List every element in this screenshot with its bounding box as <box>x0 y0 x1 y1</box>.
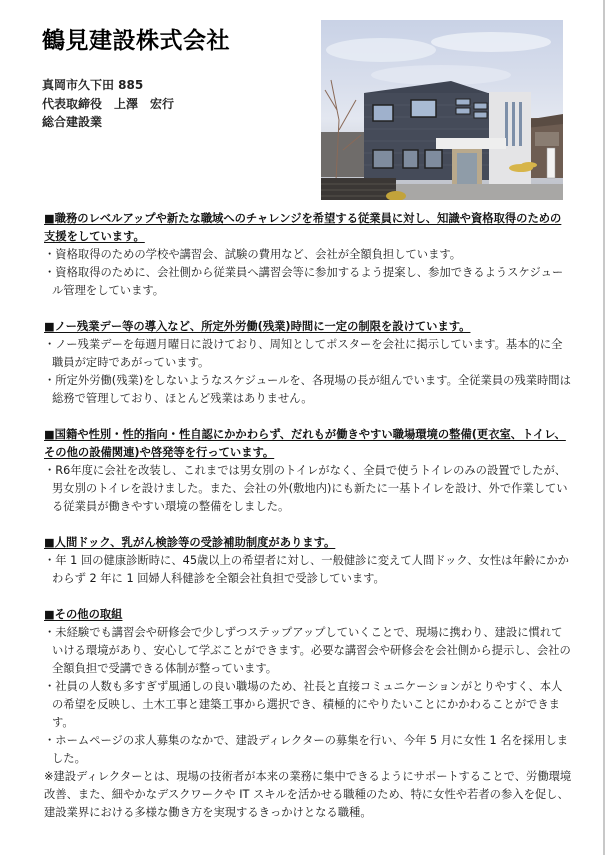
section-heading: ■その他の取組 <box>44 608 123 621</box>
company-business-type: 総合建設業 <box>42 115 103 129</box>
section-skill-support <box>44 210 572 300</box>
list-item: ・ノー残業デーを毎週月曜日に設けており、周知としてポスターを会社に掲示しています。基本的に全職員が定時であがっています。 <box>44 338 563 369</box>
page-edge-rule <box>603 0 605 855</box>
list-item: ・R6年度に会社を改装し、これまでは男女別のトイレがなく、全員で使うトイレのみの設置でしたが、男女別のトイレを設けました。また、会社の外(敷地内)にも新たに一基トイレを設け、外で作業している従業員が働きやすい環境の整備をしました。 <box>44 464 568 513</box>
section-other-initiatives <box>44 606 572 822</box>
company-name: 鶴見建設株式会社 <box>42 28 230 54</box>
section-heading: ■人間ドック、乳がん検診等の受診補助制度があります。 <box>44 536 336 549</box>
list-item: ・資格取得のために、会社側から従業員へ講習会等に参加するよう提案し、参加できるようスケジュール管理をしています。 <box>44 266 564 297</box>
document-body <box>44 210 572 840</box>
company-info <box>42 76 174 132</box>
list-item: ・年 1 回の健康診断時に、45歳以上の希望者に対し、一般健診に変えて人間ドック、女性は年齢にかかわらず 2 年に 1 回婦人科健診を全額会社負担で受診しています。 <box>44 554 569 585</box>
list-item: ・社員の人数も多すぎず風通しの良い職場のため、社長と直接コミュニケーションがとりやすく、本人の希望を反映し、土木工事と建築工事から選択でき、積極的にやりたいことにかかわることができます。 <box>44 680 563 729</box>
company-address: 真岡市久下田 885 <box>42 78 144 92</box>
section-heading: ■職務のレベルアップや新たな職域へのチャレンジを希望する従業員に対し、知識や資格取得のための支援をしています。 <box>44 212 562 243</box>
list-item: ・未経験でも講習会や研修会で少しずつステップアップしていくことで、現場に携わり、建設に慣れていける環境があり、安心して学ぶことができます。必要な講習会や研修会を会社側から提示し、会社の全額負担で受講できる体制が整っています。 <box>44 626 571 675</box>
list-item: ・ホームページの求人募集のなかで、建設ディレクターの募集を行い、今年 5 月に女性 1 名を採用しました。 <box>44 734 568 765</box>
section-overtime-limits <box>44 318 572 408</box>
company-representative: 代表取締役 上澤 宏行 <box>42 96 175 111</box>
section-inclusive-workplace <box>44 426 572 516</box>
footnote: ※建設ディレクターとは、現場の技術者が本来の業務に集中できるようにサポートすることで、労働環境改善、また、細やかなデスクワークや IT スキルを活かせる職種のため、特に女性や若者の参入を促し、建設業界における多様な働き方を実現するきっかけとなる職種。 <box>44 770 572 819</box>
section-heading: ■国籍や性別・性的指向・性自認にかかわらず、だれもが働きやすい職場環境の整備(更衣室、トイレ、その他の設備関連)や啓発等を行っています。 <box>44 428 566 459</box>
list-item: ・資格取得のための学校や講習会、試験の費用など、会社が全額負担しています。 <box>44 248 462 261</box>
section-health-checkup <box>44 534 572 588</box>
office-building-photo <box>321 20 563 200</box>
list-item: ・所定外労働(残業)をしないようなスケジュールを、各現場の長が組んでいます。全従業員の残業時間は総務で管理しており、ほとんど残業はありません。 <box>44 374 571 405</box>
section-heading: ■ノー残業デー等の導入など、所定外労働(残業)時間に一定の制限を設けています。 <box>44 320 471 333</box>
